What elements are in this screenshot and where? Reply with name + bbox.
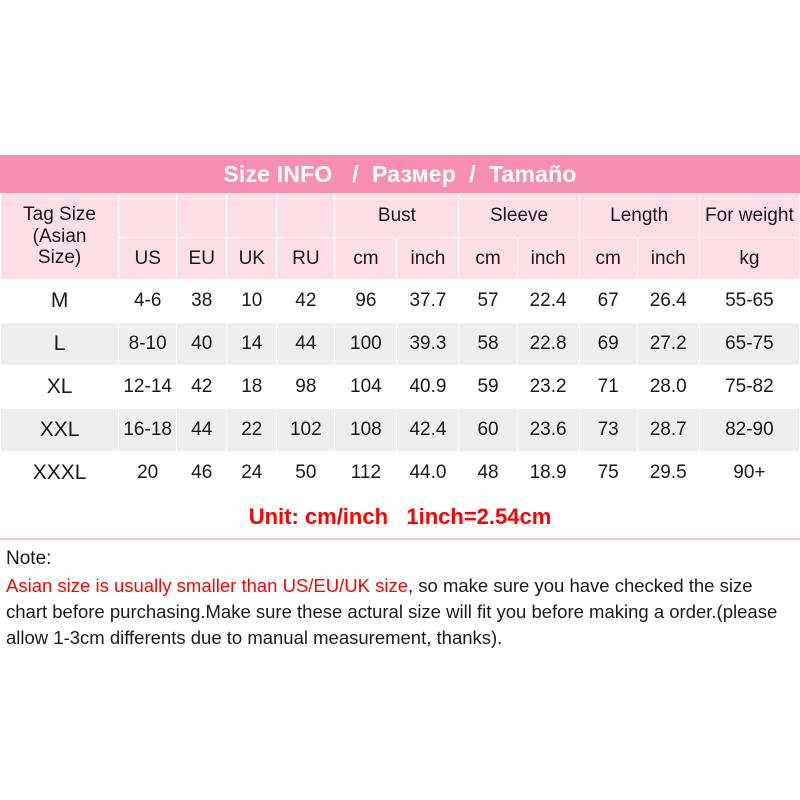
cell-bust-inch: 42.4 <box>397 409 459 452</box>
cell-us: 8-10 <box>119 323 177 366</box>
cell-length-cm: 73 <box>579 409 637 452</box>
cell-us: 20 <box>119 452 177 495</box>
banner-separator-2: / <box>456 160 489 187</box>
header-length-inch: inch <box>637 238 699 280</box>
header-tag-size-line3: Size) <box>37 247 82 269</box>
cell-us: 4-6 <box>119 280 177 323</box>
cell-length-inch: 27.2 <box>637 323 699 366</box>
note-title: Note: <box>6 548 52 569</box>
cell-length-inch: 28.7 <box>637 409 699 452</box>
cell-us: 16-18 <box>119 409 177 452</box>
cell-bust-inch: 37.7 <box>397 280 459 323</box>
table-row <box>1 366 800 409</box>
cell-eu: 46 <box>177 452 227 495</box>
cell-length-cm: 67 <box>579 280 637 323</box>
cell-bust-cm: 112 <box>335 452 397 495</box>
cell-bust-cm: 104 <box>335 366 397 409</box>
header-uk: UK <box>227 238 277 280</box>
header-us: US <box>119 238 177 280</box>
cell-tag: XXL <box>1 409 119 452</box>
cell-sleeve-inch: 23.6 <box>517 409 579 452</box>
cell-us: 12-14 <box>119 366 177 409</box>
cell-eu: 38 <box>177 280 227 323</box>
table-row <box>1 323 800 366</box>
table-row <box>1 452 800 495</box>
note-rest-text: , so make sure you have checked the size chart before purchasing.Make sure these actural size will fit you before making a order.(please allow 1-3cm differents due to manual measurement, thanks). <box>6 574 778 649</box>
cell-tag: M <box>1 280 119 323</box>
header-tag-size-line1: Tag Size <box>23 203 96 225</box>
cell-tag: XL <box>1 366 119 409</box>
header-group-weight: For weight <box>699 194 799 238</box>
table-body <box>1 280 800 495</box>
header-length-cm: cm <box>579 238 637 280</box>
cell-weight: 75-82 <box>699 366 799 409</box>
header-bust-inch: inch <box>397 238 459 280</box>
cell-sleeve-inch: 22.8 <box>517 323 579 366</box>
table-row <box>1 409 800 452</box>
header-group-bust: Bust <box>335 194 459 238</box>
cell-weight: 90+ <box>699 452 799 495</box>
header-spacer-ru <box>277 194 335 238</box>
note-red-text: Asian size is usually smaller than US/EU/UK size <box>6 574 409 596</box>
header-spacer-uk <box>227 194 277 238</box>
cell-sleeve-cm: 48 <box>459 452 517 495</box>
cell-bust-cm: 100 <box>335 323 397 366</box>
header-group-sleeve: Sleeve <box>459 194 579 238</box>
cell-weight: 55-65 <box>699 280 799 323</box>
cell-ru: 98 <box>277 366 335 409</box>
cell-uk: 10 <box>227 280 277 323</box>
cell-bust-inch: 40.9 <box>397 366 459 409</box>
header-sleeve-inch: inch <box>517 238 579 280</box>
header-tag-size <box>1 194 119 280</box>
header-row-groups <box>1 194 800 238</box>
header-row-units <box>1 238 800 280</box>
header-tag-size-line2: (Asian <box>32 225 87 247</box>
cell-ru: 42 <box>277 280 335 323</box>
cell-length-inch: 29.5 <box>637 452 699 495</box>
cell-length-cm: 69 <box>579 323 637 366</box>
cell-uk: 24 <box>227 452 277 495</box>
cell-eu: 42 <box>177 366 227 409</box>
cell-tag: L <box>1 323 119 366</box>
cell-ru: 44 <box>277 323 335 366</box>
banner-title-es: Tamaño <box>489 160 577 187</box>
cell-sleeve-inch: 18.9 <box>517 452 579 495</box>
cell-sleeve-cm: 60 <box>459 409 517 452</box>
size-info-banner <box>0 155 800 193</box>
cell-bust-inch: 44.0 <box>397 452 459 495</box>
table-head <box>1 194 800 280</box>
cell-ru: 50 <box>277 452 335 495</box>
cell-sleeve-cm: 58 <box>459 323 517 366</box>
cell-length-inch: 26.4 <box>637 280 699 323</box>
header-eu: EU <box>177 238 227 280</box>
note-block <box>0 538 800 651</box>
unit-note-row <box>0 495 800 538</box>
banner-title-ru: Размер <box>372 160 457 187</box>
header-bust-cm: cm <box>335 238 397 280</box>
size-chart <box>0 155 800 651</box>
cell-weight: 82-90 <box>699 409 799 452</box>
cell-length-inch: 28.0 <box>637 366 699 409</box>
cell-uk: 22 <box>227 409 277 452</box>
cell-tag: XXXL <box>1 452 119 495</box>
note-body <box>6 573 794 652</box>
cell-bust-cm: 108 <box>335 409 397 452</box>
cell-eu: 44 <box>177 409 227 452</box>
cell-uk: 14 <box>227 323 277 366</box>
cell-sleeve-inch: 23.2 <box>517 366 579 409</box>
header-spacer-us <box>119 194 177 238</box>
banner-title-en: Size INFO <box>223 160 333 187</box>
cell-weight: 65-75 <box>699 323 799 366</box>
cell-bust-cm: 96 <box>335 280 397 323</box>
banner-separator-1: / <box>332 160 373 187</box>
cell-length-cm: 75 <box>579 452 637 495</box>
cell-bust-inch: 39.3 <box>397 323 459 366</box>
cell-length-cm: 71 <box>579 366 637 409</box>
header-ru: RU <box>277 238 335 280</box>
cell-sleeve-inch: 22.4 <box>517 280 579 323</box>
table-row <box>1 280 800 323</box>
header-sleeve-cm: cm <box>459 238 517 280</box>
cell-sleeve-cm: 57 <box>459 280 517 323</box>
cell-sleeve-cm: 59 <box>459 366 517 409</box>
header-spacer-eu <box>177 194 227 238</box>
size-table <box>0 193 800 495</box>
unit-note-text: Unit: cm/inch 1inch=2.54cm <box>248 504 552 529</box>
cell-eu: 40 <box>177 323 227 366</box>
header-group-length: Length <box>579 194 699 238</box>
cell-uk: 18 <box>227 366 277 409</box>
cell-ru: 102 <box>277 409 335 452</box>
header-weight-kg: kg <box>699 238 799 280</box>
